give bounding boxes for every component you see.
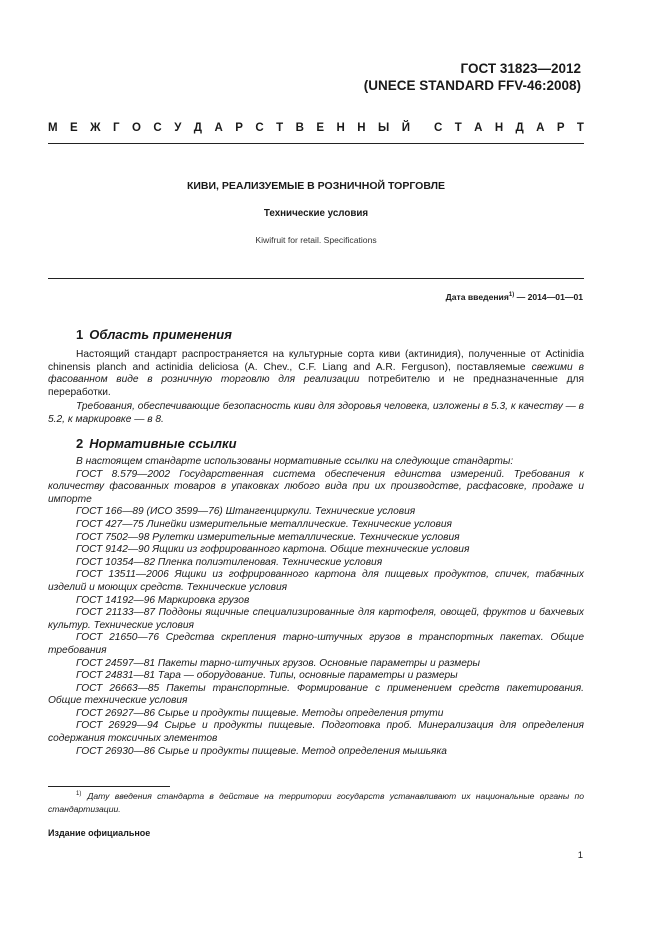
standard-code-unece: (UNECE STANDARD FFV-46:2008) bbox=[363, 78, 581, 93]
footnote-mark: 1) bbox=[76, 791, 82, 797]
standard-type-word-standard bbox=[434, 122, 584, 134]
spaced-letter: С bbox=[153, 122, 162, 134]
spaced-letter: А bbox=[214, 122, 223, 134]
reference-item: ГОСТ 21650—76 Средства скрепления тарно-штучных грузов в транспортных пакетах. Общие требования bbox=[48, 632, 584, 656]
section-1-number: 1 bbox=[76, 327, 84, 342]
reference-item: ГОСТ 26927—86 Сырье и продукты пищевые. Методы определения ртути bbox=[76, 707, 444, 719]
official-edition-label: Издание официальное bbox=[48, 828, 151, 838]
spaced-letter: Н bbox=[357, 122, 366, 134]
references-intro: В настоящем стандарте использованы нормативные ссылки на следующие стандарты: bbox=[76, 456, 514, 467]
normative-references bbox=[48, 456, 584, 758]
section-2-heading bbox=[76, 436, 237, 451]
spaced-letter: О bbox=[132, 122, 141, 134]
reference-item: ГОСТ 24831—81 Тара — оборудование. Типы, основные параметры и размеры bbox=[76, 670, 458, 682]
section-1-heading bbox=[76, 327, 232, 342]
spaced-letter: Е bbox=[70, 122, 78, 134]
section-1-paragraph-2: Требования, обеспечивающие безопасность киви для здоровья человека, изложены в 5.3, к качеству — в 5.2, к маркировке — в 8. bbox=[48, 401, 584, 425]
standard-code bbox=[364, 60, 581, 94]
document-english-title: Kiwifruit for retail. Specifications bbox=[255, 235, 377, 245]
footnote bbox=[48, 788, 584, 815]
footnote-divider bbox=[48, 786, 170, 787]
spaced-letter: Н bbox=[336, 122, 345, 134]
reference-item: ГОСТ 26663—85 Пакеты транспортные. Формирование с применением средств пакетирования. Общие технические условия bbox=[48, 682, 584, 707]
introduction-date bbox=[446, 292, 583, 302]
spaced-letter: Т bbox=[576, 122, 584, 134]
standard-code-number: ГОСТ 31823—2012 bbox=[460, 61, 581, 76]
spaced-letter: Т bbox=[454, 122, 462, 134]
reference-item: ГОСТ 21133—87 Поддоны ящичные специализированные для картофеля, овощей, фруктов и бахчевых культур. Технические условия bbox=[48, 607, 584, 631]
section-1-title: Область применения bbox=[89, 327, 232, 342]
spaced-letter: А bbox=[474, 122, 483, 134]
spaced-letter: Р bbox=[556, 122, 565, 134]
document-title: КИВИ, РЕАЛИЗУЕМЫЕ В РОЗНИЧНОЙ ТОРГОВЛЕ bbox=[186, 180, 446, 192]
spaced-letter: Е bbox=[316, 122, 325, 134]
standard-type bbox=[48, 122, 584, 134]
reference-item: ГОСТ 13511—2006 Ящики из гофрированного картона для пищевых продуктов, спичек, табачных изделий и моющих средств. Технические условия bbox=[48, 569, 584, 593]
standard-type-word-interstate bbox=[48, 122, 410, 134]
spaced-letter: С bbox=[434, 122, 443, 134]
reference-item: ГОСТ 10354—82 Пленка полиэтиленовая. Технические условия bbox=[76, 556, 383, 568]
spaced-letter: Н bbox=[494, 122, 504, 134]
reference-item: ГОСТ 166—89 (ИСО 3599—76) Штангенциркули. Технические условия bbox=[76, 506, 416, 518]
spaced-letter: В bbox=[295, 122, 304, 134]
reference-item: ГОСТ 24597—81 Пакеты тарно-штучных грузов. Основные параметры и размеры bbox=[76, 657, 481, 669]
reference-item: ГОСТ 7502—98 Рулетки измерительные металлические. Технические условия bbox=[76, 531, 460, 543]
spaced-letter: Д bbox=[515, 122, 524, 134]
reference-item: ГОСТ 8.579—2002 Государственная система обеспечения единства измерений. Требования к количеству фасованных товаров в упаковках любого вида при их производстве, расфасовке, продаже и импорте bbox=[48, 468, 584, 505]
reference-item: ГОСТ 26930—86 Сырье и продукты пищевые. Метод определения мышьяка bbox=[76, 745, 447, 757]
spaced-letter: Т bbox=[276, 122, 284, 134]
spaced-letter: М bbox=[48, 122, 58, 134]
spaced-letter: Ы bbox=[378, 122, 390, 134]
reference-item: ГОСТ 14192—96 Маркировка грузов bbox=[76, 594, 250, 606]
introduction-date-label: Дата введения bbox=[445, 292, 509, 302]
footnote-text: Дату введения стандарта в действие на территории государств устанавливают их национальные органы по стандартизации. bbox=[48, 791, 584, 814]
spaced-letter: А bbox=[536, 122, 545, 134]
reference-item: ГОСТ 9142—90 Ящики из гофрированного картона. Общие технические условия bbox=[76, 544, 470, 556]
spaced-letter: У bbox=[174, 122, 182, 134]
section-2-number: 2 bbox=[76, 436, 84, 451]
title-divider bbox=[48, 278, 584, 279]
section-2-title: Нормативные ссылки bbox=[89, 436, 237, 451]
reference-item: ГОСТ 427—75 Линейки измерительные металлические. Технические условия bbox=[76, 518, 452, 530]
section-1-paragraph-1: Настоящий стандарт распространяется на культурные сорта киви (актинидия), полученные от Actinidia chinensis planch and actinidia deliciosa (A. Chev., C.F. Liang and A.R. Ferguson), поставляемые свежими в фасованном виде в розничную торговлю для реализации потребителю и не предназначенные для переработки. bbox=[48, 349, 584, 398]
introduction-date-value: — 2014—01—01 bbox=[516, 292, 583, 302]
spaced-letter: Й bbox=[401, 122, 410, 134]
page-number: 1 bbox=[577, 850, 583, 861]
spaced-letter: Ж bbox=[90, 122, 101, 134]
spaced-letter: С bbox=[255, 122, 264, 134]
document-subtitle: Технические условия bbox=[263, 208, 369, 219]
introduction-date-footnote-mark: 1) bbox=[508, 292, 515, 298]
reference-item: ГОСТ 26929—94 Сырье и продукты пищевые. Подготовка проб. Минерализация для определения содержания токсичных элементов bbox=[48, 720, 584, 745]
header-divider bbox=[48, 143, 584, 144]
spaced-letter: Д bbox=[193, 122, 202, 134]
spaced-letter: Р bbox=[235, 122, 243, 134]
spaced-letter: Г bbox=[113, 122, 120, 134]
